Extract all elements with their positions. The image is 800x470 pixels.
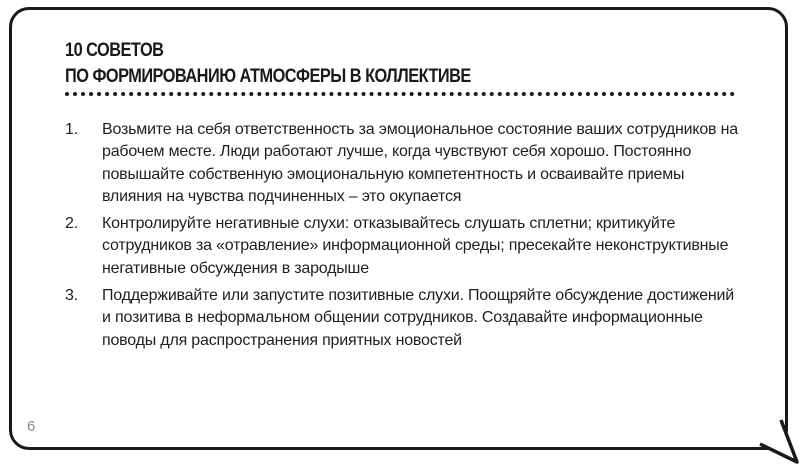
list-item: [65, 119, 745, 208]
tips-list: [65, 119, 745, 357]
list-item-text: Контролируйте негативные слухи: отказывайтесь слушать сплетни; критикуйте сотрудников за «отравление» информационной среды; пресекайте неконструктивные негативные обсуждения в зародыше: [102, 215, 729, 277]
list-item-number: 2.: [65, 215, 78, 233]
list-item-text: Поддерживайте или запустите позитивные слухи. Поощряйте обсуждение достижений и позитива в неформальном общении сотрудников. Создавайте информационные поводы для распространения приятных новостей: [102, 287, 735, 349]
page-title: [65, 38, 471, 90]
title-line-2: ПО ФОРМИРОВАНИЮ АТМОСФЕРЫ В КОЛЛЕКТИВЕ: [65, 66, 471, 87]
page-number: 6: [27, 418, 36, 435]
list-item: [65, 285, 745, 352]
dotted-divider: [65, 92, 735, 100]
list-item-number: 3.: [65, 287, 78, 305]
list-item-text: Возьмите на себя ответственность за эмоциональное состояние ваших сотрудников на рабочем месте. Люди работают лучше, когда чувствуют себя хорошо. Постоянно повышайте собственную эмоциональную компетентность и осваивайте приемы влияния на чувства подчиненных – это окупается: [102, 121, 738, 205]
title-line-1: 10 СОВЕТОВ: [65, 40, 164, 61]
list-item: [65, 213, 745, 280]
list-item-number: 1.: [65, 121, 78, 138]
